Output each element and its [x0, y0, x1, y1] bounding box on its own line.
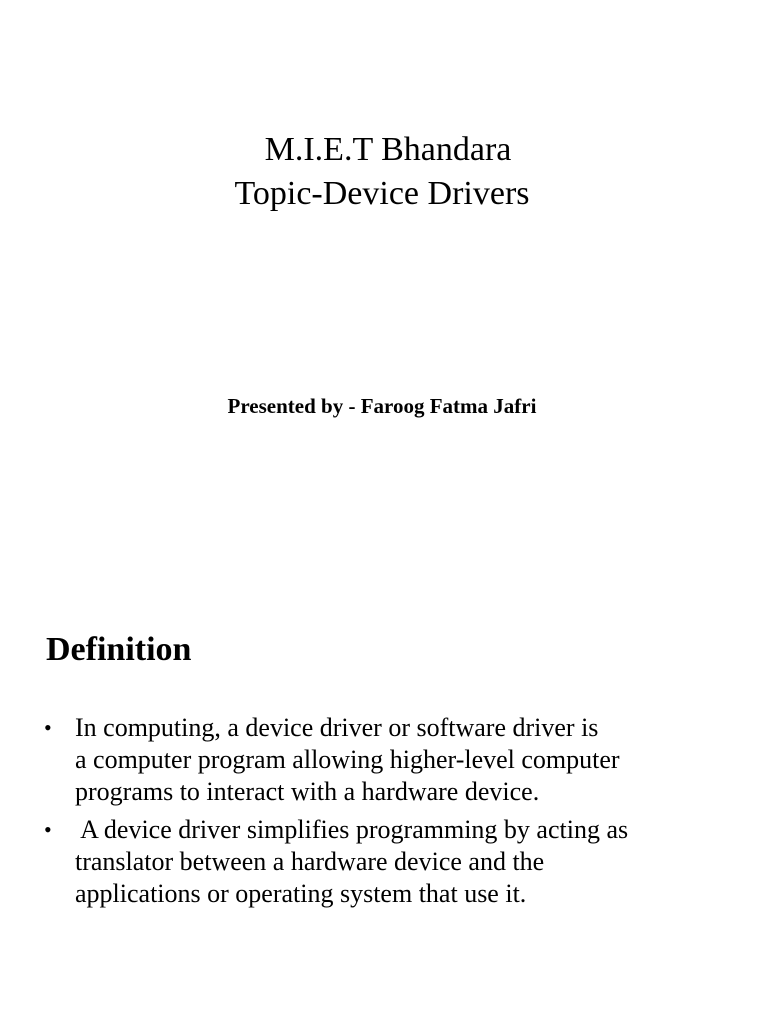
bullet-text-line: translator between a hardware device and the — [75, 847, 545, 876]
bullet-list — [44, 712, 744, 916]
bullet-icon: • — [44, 715, 52, 740]
slide-title — [0, 128, 768, 216]
bullet-item — [44, 712, 744, 808]
bullet-text-line: programs to interact with a hardware device. — [75, 777, 540, 806]
slide-heading: Definition — [46, 631, 192, 668]
presenter-credit: Presented by - Faroog Fatma Jafri — [227, 394, 537, 418]
bullet-text-line: A device driver simplifies programming by acting as — [75, 815, 629, 844]
institution-name: M.I.E.T Bhandara — [264, 131, 512, 168]
bullet-text-line: applications or operating system that use it. — [75, 879, 527, 908]
bullet-text-line: a computer program allowing higher-level computer — [75, 745, 620, 774]
topic-title: Topic-Device Drivers — [234, 175, 530, 212]
bullet-icon: • — [44, 817, 52, 842]
bullet-item — [44, 814, 744, 910]
definition-slide — [0, 512, 768, 1024]
bullet-text-line: In computing, a device driver or software driver is — [75, 713, 599, 742]
